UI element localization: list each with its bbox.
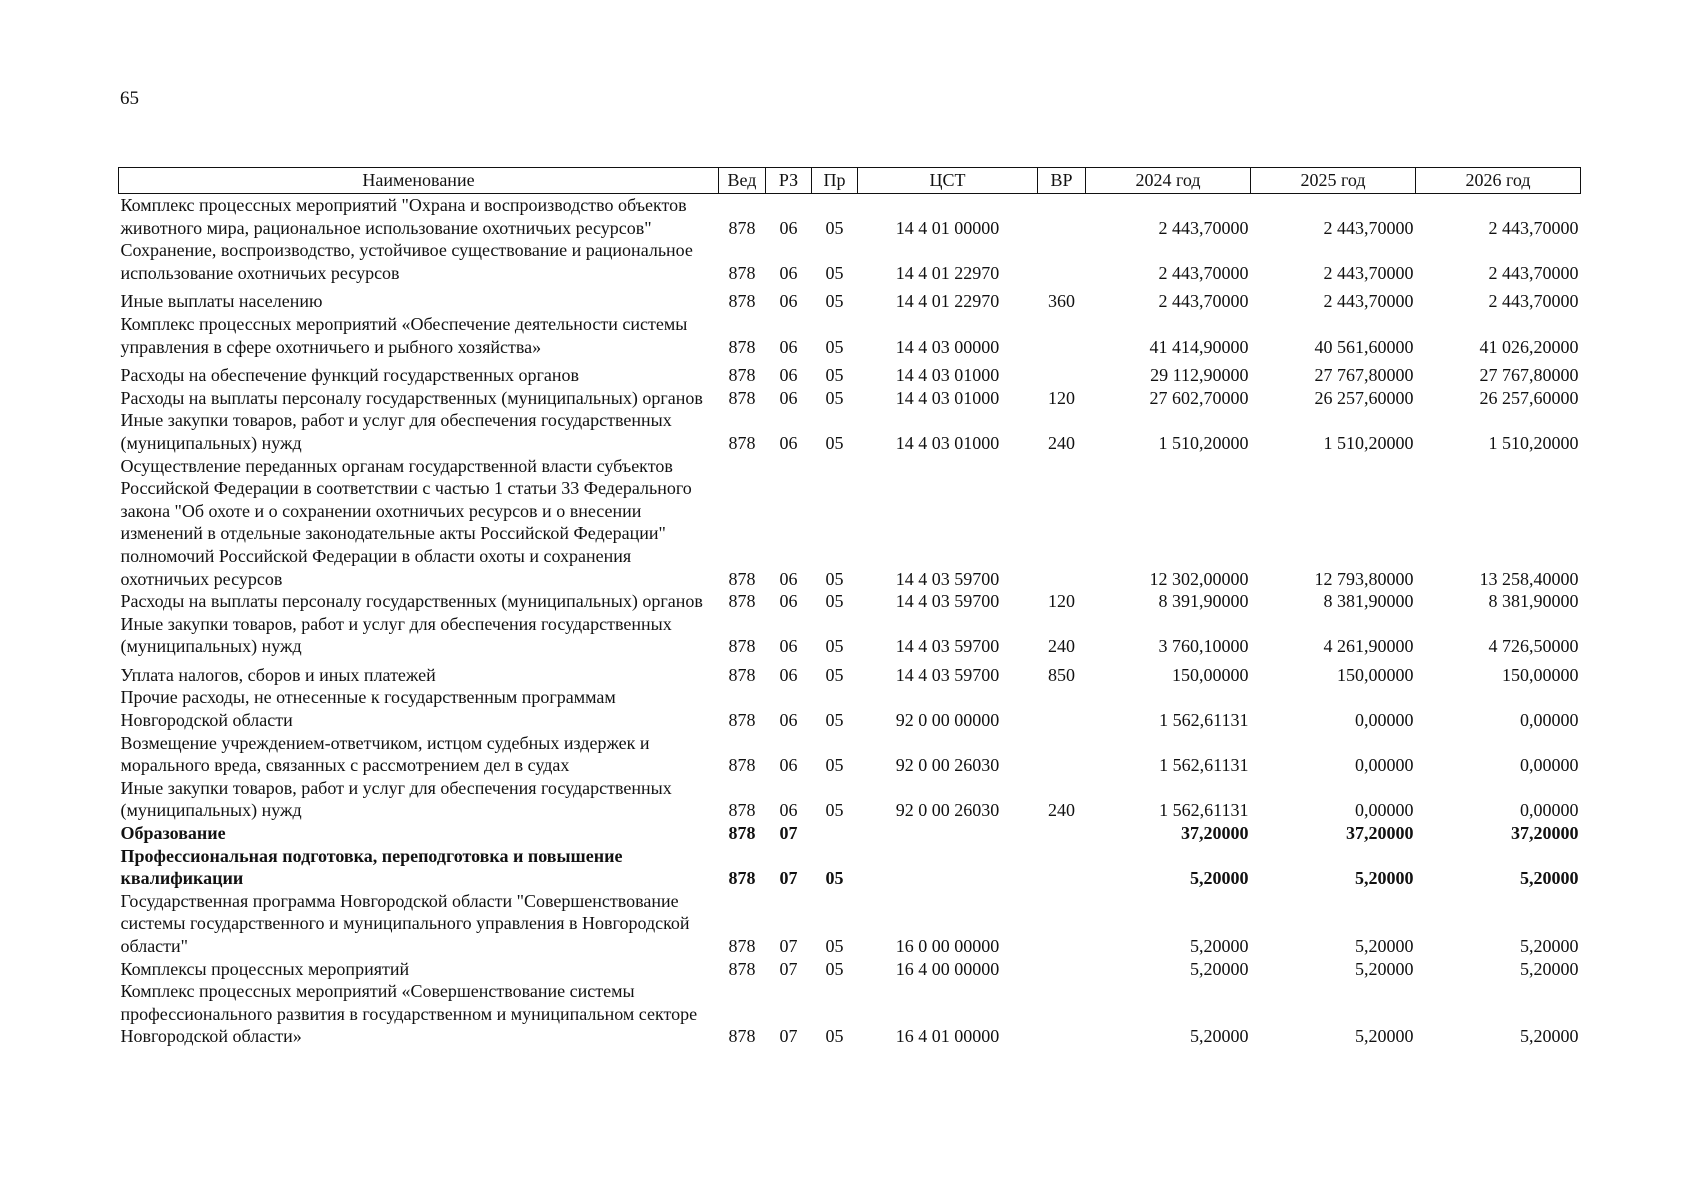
header-rz: РЗ <box>766 168 812 194</box>
cell-pr: 05 <box>825 432 844 453</box>
cell-name: Иные выплаты населению <box>120 291 323 312</box>
table-row <box>119 822 1581 845</box>
cell-ved: 878 <box>728 1026 756 1047</box>
table-row <box>119 387 1581 410</box>
cell-pr <box>812 822 858 845</box>
cell-2024: 2 443,70000 <box>1158 217 1249 238</box>
cell-ved: 878 <box>728 568 756 589</box>
cell-2024: 41 414,90000 <box>1149 336 1249 357</box>
table-row <box>119 980 1581 1048</box>
cell-name: Иные закупки товаров, работ и услуг для обеспечения государственных (муниципальных) нужд <box>120 613 672 657</box>
cell-2025: 0,00000 <box>1355 755 1414 776</box>
cell-pr: 05 <box>825 591 844 612</box>
cell-cst: 16 0 00 00000 <box>895 936 1000 956</box>
cell-vr: 850 <box>1048 664 1075 685</box>
cell-rz: 06 <box>779 365 798 386</box>
cell-2025: 0,00000 <box>1355 800 1414 821</box>
header-cst: ЦСТ <box>858 168 1038 194</box>
cell-pr: 05 <box>825 958 844 979</box>
cell-name: Профессиональная подготовка, переподготовка и повышение квалификации <box>120 845 623 889</box>
cell-rz: 07 <box>779 1026 798 1047</box>
cell-2026: 37,20000 <box>1511 823 1579 844</box>
cell-vr <box>1038 194 1086 240</box>
cell-pr: 05 <box>825 1026 844 1047</box>
cell-2026: 150,00000 <box>1502 664 1579 685</box>
cell-2025: 5,20000 <box>1355 868 1414 889</box>
cell-2025: 12 793,80000 <box>1314 568 1414 589</box>
cell-2024: 1 562,61131 <box>1159 800 1249 821</box>
table-row <box>119 590 1581 613</box>
cell-name: Расходы на обеспечение функций государственных органов <box>120 365 579 386</box>
cell-2025: 5,20000 <box>1355 958 1414 979</box>
cell-cst: 14 4 01 22970 <box>895 291 1000 312</box>
cell-ved: 878 <box>728 868 756 889</box>
cell-rz: 06 <box>779 636 798 657</box>
cell-2025: 150,00000 <box>1337 664 1414 685</box>
cell-rz: 06 <box>779 710 798 731</box>
cell-cst: 14 4 03 01000 <box>895 432 1000 453</box>
header-vr: ВР <box>1038 168 1086 194</box>
cell-2025: 5,20000 <box>1355 1026 1414 1047</box>
cell-cst: 14 4 03 59700 <box>895 636 1000 657</box>
cell-vr: 360 <box>1048 291 1075 312</box>
cell-vr <box>1038 958 1086 981</box>
cell-2025: 1 510,20000 <box>1323 432 1414 453</box>
table-row <box>119 239 1581 284</box>
page-number: 65 <box>120 88 139 109</box>
cell-2026: 5,20000 <box>1520 936 1579 956</box>
cell-2025: 27 767,80000 <box>1314 365 1414 386</box>
cell-name: Иные закупки товаров, работ и услуг для обеспечения государственных (муниципальных) нужд <box>120 410 672 453</box>
cell-vr <box>1038 822 1086 845</box>
cell-2024: 5,20000 <box>1190 868 1249 889</box>
cell-2026: 8 381,90000 <box>1488 591 1579 612</box>
cell-rz: 06 <box>779 664 798 685</box>
header-2024: 2024 год <box>1086 168 1251 194</box>
cell-rz: 06 <box>779 262 798 283</box>
cell-cst: 16 4 01 00000 <box>895 1026 1000 1047</box>
cell-cst: 92 0 00 00000 <box>895 710 1000 731</box>
cell-2024: 8 391,90000 <box>1158 591 1249 612</box>
cell-2024: 29 112,90000 <box>1150 365 1249 386</box>
cell-name: Государственная программа Новгородской области "Совершенствование системы государственного и муниципального управления в Новгородской области" <box>120 890 690 956</box>
cell-pr: 05 <box>825 262 844 283</box>
cell-2025: 0,00000 <box>1355 710 1414 731</box>
cell-2025: 2 443,70000 <box>1323 217 1414 238</box>
cell-name: Осуществление переданных органам государственной власти субъектов Российской Федерации в соответствии с частью 1 статьи 33 Федерального закона "Об охоте и о сохранении охотничьих ресурсов и о внесении изменений в отдельные законодательные акты Российской Федерации" полномочий Российской Федерации в области охоты и сохранения охотничьих ресурсов <box>120 455 692 589</box>
cell-2026: 0,00000 <box>1520 710 1579 731</box>
cell-ved: 878 <box>728 217 756 238</box>
cell-ved: 878 <box>728 591 756 612</box>
cell-2026: 5,20000 <box>1520 868 1579 889</box>
cell-pr: 05 <box>825 710 844 731</box>
cell-cst <box>858 822 1038 845</box>
cell-2024: 3 760,10000 <box>1158 636 1249 657</box>
cell-2024: 12 302,00000 <box>1149 568 1249 589</box>
cell-rz: 06 <box>779 217 798 238</box>
cell-vr <box>1038 239 1086 284</box>
cell-vr <box>1038 732 1086 777</box>
cell-vr <box>1038 686 1086 731</box>
cell-name: Расходы на выплаты персоналу государственных (муниципальных) органов <box>120 387 703 408</box>
cell-cst <box>858 845 1038 890</box>
cell-pr: 05 <box>825 664 844 685</box>
cell-pr: 05 <box>825 336 844 357</box>
cell-vr <box>1038 455 1086 591</box>
cell-ved: 878 <box>728 636 756 657</box>
cell-2026: 2 443,70000 <box>1488 217 1579 238</box>
cell-2025: 4 261,90000 <box>1323 636 1414 657</box>
header-name: Наименование <box>119 168 719 194</box>
cell-cst: 14 4 01 22970 <box>895 262 1000 283</box>
cell-pr: 05 <box>825 365 844 386</box>
cell-ved: 878 <box>728 958 756 979</box>
cell-name: Комплекс процессных мероприятий «Совершенствование системы профессионального развития в государственном и муниципальном секторе Новгородской области» <box>120 981 698 1047</box>
cell-2024: 37,20000 <box>1181 823 1249 844</box>
cell-name: Прочие расходы, не отнесенные к государственным программам Новгородской области <box>120 687 616 731</box>
cell-rz: 06 <box>779 387 798 408</box>
table-row <box>119 890 1581 958</box>
cell-pr: 05 <box>825 568 844 589</box>
cell-2024: 150,00000 <box>1172 664 1249 685</box>
cell-rz: 06 <box>779 800 798 821</box>
cell-cst: 14 4 03 59700 <box>895 664 1000 685</box>
cell-ved: 878 <box>728 755 756 776</box>
cell-cst: 14 4 03 59700 <box>895 568 1000 589</box>
cell-name: Уплата налогов, сборов и иных платежей <box>120 664 436 685</box>
table-row <box>119 313 1581 358</box>
header-2025: 2025 год <box>1251 168 1416 194</box>
cell-vr <box>1038 890 1086 958</box>
cell-cst: 92 0 00 26030 <box>895 755 1000 776</box>
cell-pr: 05 <box>825 755 844 776</box>
cell-ved: 878 <box>728 291 756 312</box>
cell-2024: 5,20000 <box>1190 958 1249 979</box>
cell-vr <box>1038 358 1086 387</box>
cell-2025: 2 443,70000 <box>1323 291 1414 312</box>
cell-2026: 0,00000 <box>1520 800 1579 821</box>
cell-cst: 16 4 00 00000 <box>895 958 1000 979</box>
cell-ved: 878 <box>728 664 756 685</box>
cell-2025: 37,20000 <box>1346 823 1414 844</box>
cell-pr: 05 <box>825 387 844 408</box>
cell-2026: 41 026,20000 <box>1479 336 1579 357</box>
cell-cst: 14 4 01 00000 <box>895 217 1000 238</box>
cell-rz: 07 <box>779 958 798 979</box>
cell-name: Расходы на выплаты персоналу государственных (муниципальных) органов <box>120 591 703 612</box>
cell-rz: 07 <box>779 868 798 889</box>
cell-vr: 240 <box>1048 800 1075 821</box>
cell-rz: 07 <box>779 823 798 844</box>
cell-2025: 2 443,70000 <box>1323 262 1414 283</box>
cell-ved: 878 <box>728 936 756 956</box>
cell-pr: 05 <box>825 800 844 821</box>
cell-ved: 878 <box>728 387 756 408</box>
table-row <box>119 686 1581 731</box>
cell-name: Комплексы процессных мероприятий <box>120 958 410 979</box>
cell-cst: 14 4 03 00000 <box>895 336 1000 357</box>
cell-ved: 878 <box>728 800 756 821</box>
cell-vr: 240 <box>1048 432 1075 453</box>
cell-ved: 878 <box>728 823 756 844</box>
cell-2025: 8 381,90000 <box>1323 591 1414 612</box>
table-row <box>119 358 1581 387</box>
cell-2024: 2 443,70000 <box>1158 262 1249 283</box>
cell-name: Возмещение учреждением-ответчиком, истцом судебных издержек и морального вреда, связанных с рассмотрением дел в судах <box>120 732 650 776</box>
cell-rz: 06 <box>779 432 798 453</box>
cell-2024: 27 602,70000 <box>1149 387 1249 408</box>
table-row <box>119 409 1581 454</box>
cell-2026: 0,00000 <box>1520 755 1579 776</box>
cell-2024: 5,20000 <box>1190 936 1249 956</box>
cell-vr: 120 <box>1048 591 1075 612</box>
cell-pr: 05 <box>825 636 844 657</box>
table-row <box>119 455 1581 591</box>
cell-rz: 07 <box>779 936 798 956</box>
cell-ved: 878 <box>728 365 756 386</box>
cell-2024: 2 443,70000 <box>1158 291 1249 312</box>
cell-pr: 05 <box>825 936 844 956</box>
table-body <box>119 194 1581 1048</box>
cell-pr: 05 <box>825 868 844 889</box>
table-row <box>119 845 1581 890</box>
cell-2025: 26 257,60000 <box>1314 387 1414 408</box>
cell-ved: 878 <box>728 262 756 283</box>
cell-cst: 14 4 03 59700 <box>895 591 1000 612</box>
cell-ved: 878 <box>728 336 756 357</box>
budget-table <box>118 167 1581 1048</box>
table-row <box>119 958 1581 981</box>
budget-table-container <box>118 167 1580 1048</box>
cell-2026: 5,20000 <box>1520 1026 1579 1047</box>
cell-cst: 14 4 03 01000 <box>895 365 1000 386</box>
header-2026: 2026 год <box>1416 168 1581 194</box>
cell-vr <box>1038 313 1086 358</box>
cell-2026: 2 443,70000 <box>1488 262 1579 283</box>
header-pr: Пр <box>812 168 858 194</box>
cell-2026: 27 767,80000 <box>1479 365 1579 386</box>
cell-vr: 240 <box>1048 636 1075 657</box>
cell-vr: 120 <box>1048 387 1075 408</box>
cell-vr <box>1038 845 1086 890</box>
cell-name: Комплекс процессных мероприятий «Обеспечение деятельности системы управления в сфере охотничьего и рыбного хозяйства» <box>120 313 688 357</box>
cell-cst: 14 4 03 01000 <box>895 387 1000 408</box>
cell-pr: 05 <box>825 291 844 312</box>
cell-2024: 1 562,61131 <box>1159 710 1249 731</box>
table-row <box>119 732 1581 777</box>
cell-rz: 06 <box>779 591 798 612</box>
cell-name: Иные закупки товаров, работ и услуг для обеспечения государственных (муниципальных) нужд <box>120 777 672 821</box>
cell-ved: 878 <box>728 432 756 453</box>
table-row <box>119 613 1581 658</box>
header-ved: Вед <box>719 168 766 194</box>
table-header <box>119 168 1581 194</box>
cell-2024: 1 562,61131 <box>1159 755 1249 776</box>
cell-2026: 13 258,40000 <box>1479 568 1579 589</box>
table-row <box>119 777 1581 822</box>
cell-2025: 40 561,60000 <box>1314 336 1414 357</box>
cell-2026: 2 443,70000 <box>1488 291 1579 312</box>
cell-2024: 5,20000 <box>1190 1026 1249 1047</box>
table-row <box>119 284 1581 313</box>
cell-rz: 06 <box>779 568 798 589</box>
cell-rz: 06 <box>779 755 798 776</box>
cell-ved: 878 <box>728 710 756 731</box>
cell-pr: 05 <box>825 217 844 238</box>
cell-2026: 4 726,50000 <box>1488 636 1579 657</box>
cell-2025: 5,20000 <box>1355 936 1414 956</box>
table-row <box>119 194 1581 240</box>
cell-vr <box>1038 980 1086 1048</box>
cell-rz: 06 <box>779 336 798 357</box>
cell-name: Образование <box>120 823 226 844</box>
cell-2024: 1 510,20000 <box>1158 432 1249 453</box>
cell-name: Сохранение, воспроизводство, устойчивое существование и рациональное использование охотничьих ресурсов <box>120 240 693 283</box>
cell-cst: 92 0 00 26030 <box>895 800 1000 821</box>
cell-name: Комплекс процессных мероприятий "Охрана и воспроизводство объектов животного мира, рациональное использование охотничьих ресурсов" <box>120 195 687 238</box>
cell-2026: 1 510,20000 <box>1488 432 1579 453</box>
cell-2026: 26 257,60000 <box>1479 387 1579 408</box>
table-row <box>119 658 1581 687</box>
cell-rz: 06 <box>779 291 798 312</box>
cell-2026: 5,20000 <box>1520 958 1579 979</box>
